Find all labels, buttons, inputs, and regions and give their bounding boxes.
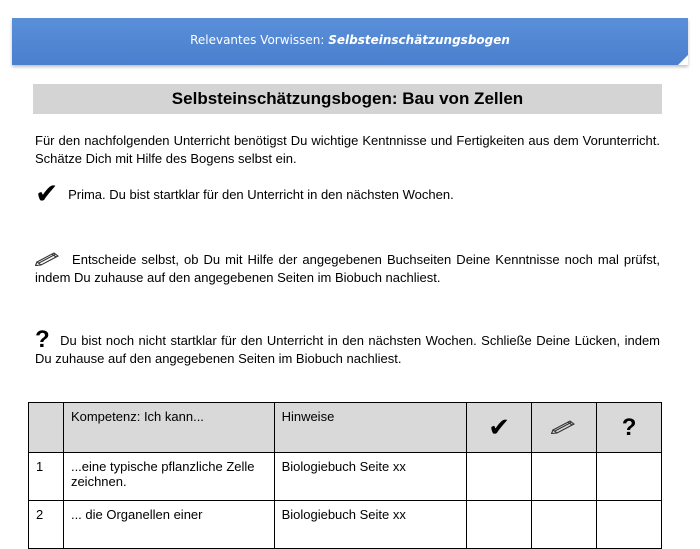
row-check-cell[interactable] [467, 453, 532, 501]
banner-emphasis: Selbsteinschätzungsbogen [328, 33, 510, 47]
legend-check-text: Prima. Du bist startklar für den Unterricht in den nächsten Wochen. [68, 187, 454, 202]
row-hinweis: Biologiebuch Seite xx [274, 453, 467, 501]
table-header-row [29, 403, 662, 453]
legend-check [35, 178, 660, 209]
row-pencil-cell[interactable] [532, 453, 597, 501]
header-pencil-icon [551, 418, 577, 434]
row-kompetenz: ... die Organellen einer [63, 501, 274, 549]
header-hinweise: Hinweise [274, 403, 467, 453]
banner-title [12, 33, 688, 47]
banner-prefix: Relevantes Vorwissen: [190, 33, 329, 47]
checkmark-icon: ✔ [35, 178, 59, 209]
legend-question [35, 326, 661, 368]
legend-pencil [35, 250, 660, 287]
intro-text: Für den nachfolgenden Unterricht benötigst Du wichtige Kentnnisse und Fertigkeiten aus dem Vorunterricht. Schätze Dich mit Hilfe des Bogens selbst ein. [35, 133, 660, 166]
page-title: Selbsteinschätzungsbogen: Bau von Zellen [33, 84, 662, 114]
legend-question-text: Du bist noch nicht startklar für den Unterricht in den nächsten Wochen. Schließe Deine Lücken, indem Du zuhause auf den angegebenen Seiten im Biobuch nachliest. [35, 333, 661, 366]
pencil-icon [35, 250, 61, 266]
row-number: 2 [29, 501, 64, 549]
row-hinweis: Biologiebuch Seite xx [274, 501, 467, 549]
header-number-cell [29, 403, 64, 453]
legend-pencil-text: Entscheide selbst, ob Du mit Hilfe der angegebenen Buchseiten Deine Kenntnisse noch mal prüfst, indem Du zuhause auf den angegebenen Seiten im Biobuch nachliest. [35, 252, 660, 285]
header-question-icon: ? [597, 403, 662, 453]
header-banner [12, 18, 688, 65]
table-row [29, 453, 662, 501]
row-number: 1 [29, 453, 64, 501]
row-kompetenz: ...eine typische pflanzliche Zelle zeichnen. [63, 453, 274, 501]
header-kompetenz: Kompetenz: Ich kann... [63, 403, 274, 453]
banner-fold [678, 55, 688, 65]
row-question-cell[interactable] [597, 453, 662, 501]
self-assessment-table [28, 402, 662, 549]
question-icon: ? [35, 326, 50, 353]
header-checkmark-icon: ✔ [467, 403, 532, 453]
header-pencil-cell [532, 403, 597, 453]
